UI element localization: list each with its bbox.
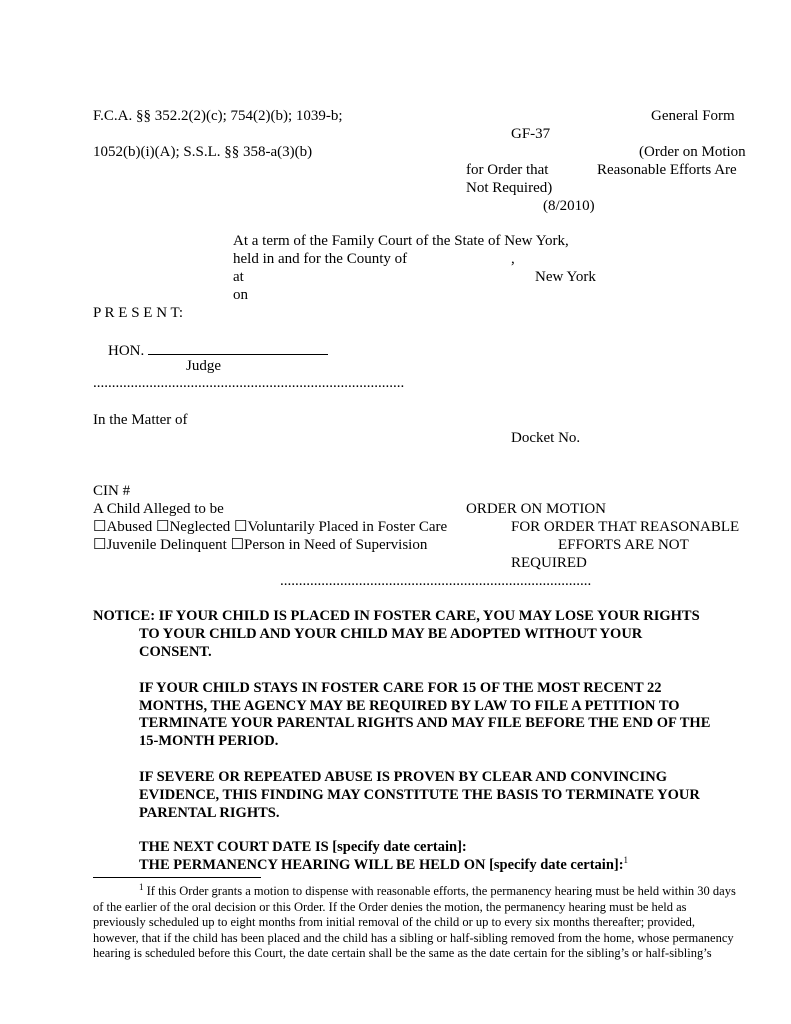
general-form-label: General Form — [651, 108, 735, 124]
notice-p2-line-1: IF YOUR CHILD STAYS IN FOSTER CARE FOR 15 OF THE MOST RECENT 22 — [139, 680, 662, 696]
form-title-line-2a: for Order that — [466, 162, 549, 178]
order-title-line-3: EFFORTS ARE NOT — [558, 537, 689, 553]
notice-p1-line-1: NOTICE: IF YOUR CHILD IS PLACED IN FOSTER CARE, YOU MAY LOSE YOUR RIGHTS — [93, 608, 700, 624]
divider-dots: ................................................................................... — [93, 375, 405, 391]
footnote-line-2: of the earlier of the oral decision or this Order. If the Order denies the motion, the permanency hearing must be held as — [93, 900, 687, 914]
divider-dots-2: ................................................................................... — [280, 573, 592, 589]
notice-p2-line-3: TERMINATE YOUR PARENTAL RIGHTS AND MAY FILE BEFORE THE END OF THE — [139, 715, 711, 731]
statute-citation-line-1: F.C.A. §§ 352.2(2)(c); 754(2)(b); 1039-b; — [93, 108, 343, 124]
permanency-hearing-date — [139, 856, 628, 874]
notice-p1-line-2: TO YOUR CHILD AND YOUR CHILD MAY BE ADOPTED WITHOUT YOUR — [139, 626, 643, 642]
footnote-marker: 1 — [139, 881, 144, 892]
form-revision-date: (8/2010) — [543, 198, 595, 214]
county-comma: , — [511, 251, 515, 267]
in-the-matter-of: In the Matter of — [93, 412, 188, 428]
court-term-on: on — [233, 287, 248, 303]
form-number: GF-37 — [511, 126, 551, 142]
judge-signature-line — [148, 340, 328, 355]
notice-p3-line-2: EVIDENCE, THIS FINDING MAY CONSTITUTE THE BASIS TO TERMINATE YOUR — [139, 787, 700, 803]
court-term-at: at — [233, 269, 244, 285]
notice-p2-line-2: MONTHS, THE AGENCY MAY BE REQUIRED BY LAW TO FILE A PETITION TO — [139, 698, 680, 714]
order-title-line-1: ORDER ON MOTION — [466, 501, 606, 517]
order-title-line-4: REQUIRED — [511, 555, 587, 571]
notice-p3-line-3: PARENTAL RIGHTS. — [139, 805, 280, 821]
order-title-line-2: FOR ORDER THAT REASONABLE — [511, 519, 740, 535]
footnote-reference: 1 — [623, 855, 629, 866]
hon-label: HON. — [108, 343, 145, 359]
notice-p2-line-4: 15-MONTH PERIOD. — [139, 733, 279, 749]
form-title-line-3: Not Required) — [466, 180, 553, 196]
child-status-options-2: ☐Juvenile Delinquent ☐Person in Need of Supervision — [93, 537, 428, 553]
court-term-line-2: held in and for the County of — [233, 251, 408, 267]
court-term-line-1: At a term of the Family Court of the State of New York, — [233, 233, 569, 249]
footnote-line-5: hearing is scheduled before this Court, the date certain shall be the same as the date certain for the sibling’s or half-sibling’s — [93, 946, 712, 960]
next-court-date: THE NEXT COURT DATE IS [specify date certain]: — [139, 839, 467, 855]
footnote-separator — [93, 877, 261, 878]
statute-citation-line-2: 1052(b)(i)(A); S.S.L. §§ 358-a(3)(b) — [93, 144, 313, 160]
child-alleged-label: A Child Alleged to be — [93, 501, 224, 517]
notice-p3-line-1: IF SEVERE OR REPEATED ABUSE IS PROVEN BY CLEAR AND CONVINCING — [139, 769, 667, 785]
court-term-state: New York — [535, 269, 596, 285]
child-status-options-1: ☐Abused ☐Neglected ☐Voluntarily Placed in Foster Care — [93, 519, 448, 535]
footnote-text-1: If this Order grants a motion to dispense with reasonable efforts, the permanency hearing must be held within 30 days — [143, 884, 736, 898]
present-label: P R E S E N T: — [93, 305, 184, 321]
footnote-line-4: however, that if the child has been placed and the child has a sibling or half-sibling removed from the home, whose permanency — [93, 931, 734, 945]
docket-number-label: Docket No. — [511, 430, 581, 446]
judge-label: Judge — [186, 358, 221, 374]
cin-label: CIN # — [93, 483, 131, 499]
notice-p1-line-3: CONSENT. — [139, 644, 212, 660]
form-title-line-2b: Reasonable Efforts Are — [597, 162, 737, 178]
permanency-hearing-text: THE PERMANENCY HEARING WILL BE HELD ON [specify date certain]: — [139, 857, 624, 873]
form-title-line-1: (Order on Motion — [639, 144, 746, 160]
footnote-line-3: previously scheduled up to eight months from initial removal of the child or up to every six months thereafter; provided, — [93, 915, 695, 929]
footnote-line-1 — [139, 881, 736, 900]
